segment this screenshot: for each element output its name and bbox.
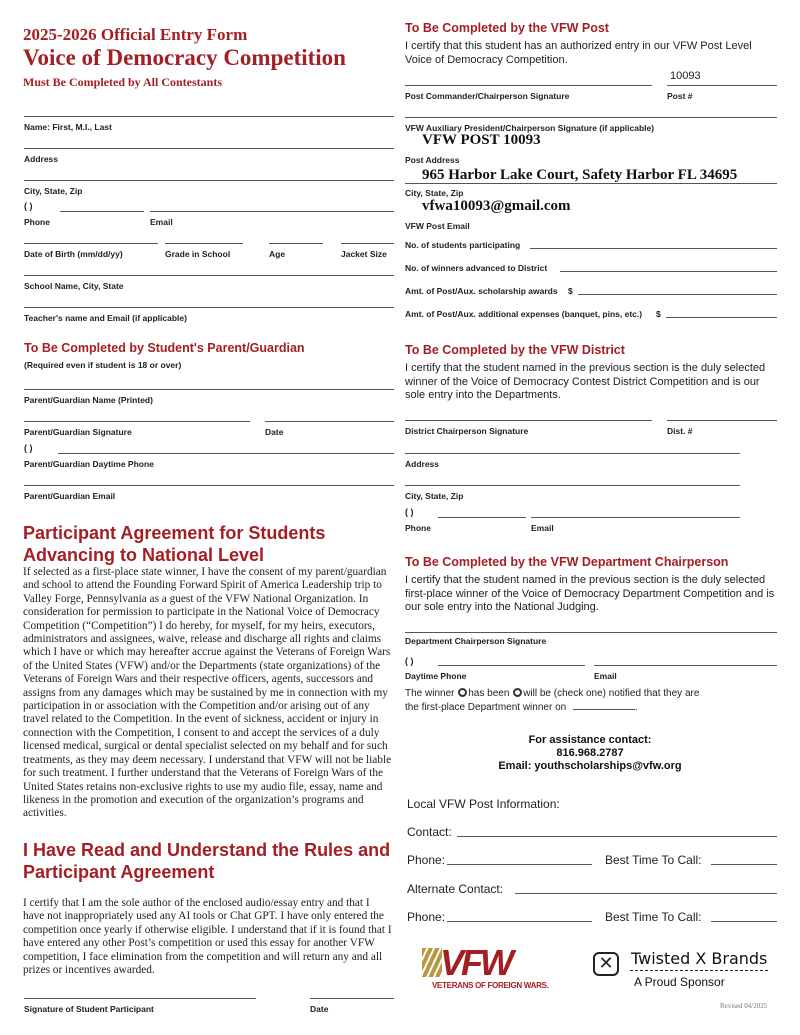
agreement-heading: Participant Agreement for Students Advancing to National Level: [23, 523, 326, 565]
expenses-field[interactable]: [666, 317, 777, 318]
notify-date-field[interactable]: [573, 709, 635, 710]
sponsor-name: Twisted X Brands: [631, 949, 768, 968]
parent-signature-label: Parent/Guardian Signature: [24, 427, 132, 437]
district-city-label: City, State, Zip: [405, 491, 464, 501]
best-time-field[interactable]: [711, 864, 777, 865]
post-address-line: [405, 183, 777, 184]
agreement-body: If selected as a first-place state winner, I have the consent of my parent/guardian and school to attend the Founding Forward Spirit of America Leadership trip to Valley Forge, Pennsylvania as a guest of the VFW National Organization. In consideration for permission to participate in the National Voice of Democracy Competition (“Competition”) I do hereby, for myself, for my heirs, executors, administrators and assignees, waive, release and discharge all rights and claims which I have or which may hereafter accrue against the Veterans of Foreign Wars of the United States (VFW) and/or the Departments (state organizations) of the Veterans of Foreign Wars and their respective officers, agents, successors and assigns from any damages which may be sustained by me in connection with my participation in or association with the Competition and/or arising out of any travel related to the Competition. In the event of sickness, accident or injury in connection with the Competition, I consent to and accept the services of a duly licensed medical, surgical or dental specialist selected on my behalf and for such treatments, as they may deem necessary. I understand that VFW will not be liable for such treatment. I further understand that the Veterans of Foreign Wars of the United States retains non-exclusive rights to use my audio file, essay, name and likeness in the promotion and execution of the organization’s programs and activities.: [23, 566, 392, 820]
contact-label: Contact:: [407, 825, 452, 839]
post-number-value: 10093: [670, 70, 701, 82]
parent-date-field[interactable]: [265, 421, 394, 422]
post-name-value[interactable]: VFW POST 10093: [422, 132, 541, 148]
dist-number-field[interactable]: [667, 420, 777, 421]
best-time-field-alt[interactable]: [711, 921, 777, 922]
dob-label: Date of Birth (mm/dd/yy): [24, 249, 123, 259]
student-signature-label: Signature of Student Participant: [24, 1004, 154, 1014]
department-phone-field[interactable]: [438, 665, 585, 666]
local-title: Local VFW Post Information:: [407, 797, 560, 811]
vfw-logo: [420, 942, 555, 994]
district-signature-field[interactable]: [405, 420, 652, 421]
jacket-label: Jacket Size: [341, 249, 387, 259]
district-signature-label: District Chairperson Signature: [405, 426, 529, 436]
post-certify: I certify that this student has an authorized entry in our VFW Post Level Voice of Democracy Competition.: [405, 40, 752, 66]
district-email-field[interactable]: [531, 517, 740, 518]
parent-email-label: Parent/Guardian Email: [24, 491, 116, 501]
parent-signature-field[interactable]: [24, 421, 250, 422]
parent-name-field[interactable]: [24, 389, 394, 390]
district-heading: To Be Completed by the VFW District: [405, 343, 625, 357]
teacher-field[interactable]: [24, 307, 394, 308]
parent-phone-paren: ( ): [24, 443, 33, 453]
city-label: City, State, Zip: [24, 186, 83, 196]
post-email-value[interactable]: vfwa10093@gmail.com: [422, 198, 571, 214]
scholarship-label: Amt. of Post/Aux. scholarship awards: [405, 286, 558, 296]
dist-number-label: Dist. #: [667, 426, 693, 436]
winners-label: No. of winners advanced to District: [405, 263, 548, 273]
age-label: Age: [269, 249, 286, 259]
parent-phone-label: Parent/Guardian Daytime Phone: [24, 459, 154, 469]
parent-note: (Required even if student is 18 or over): [24, 360, 182, 370]
district-certify: I certify that the student named in the previous section is the duly selected winner of the Voice of Democracy Contest District Competition and is our sole entry into the Departments.: [405, 362, 766, 401]
city-field[interactable]: [24, 180, 394, 181]
alternate-label: Alternate Contact:: [407, 882, 504, 896]
phone-paren: ( ): [24, 201, 33, 211]
expenses-label: Amt. of Post/Aux. additional expenses (banquet, pins, etc.): [405, 309, 643, 319]
teacher-label: Teacher's name and Email (if applicable): [24, 313, 187, 323]
department-signature-field[interactable]: [405, 632, 777, 633]
page-title: Voice of Democracy Competition: [23, 45, 346, 70]
phone-label: Phone: [24, 217, 50, 227]
phone-field-local[interactable]: [447, 864, 592, 865]
post-address-value[interactable]: 965 Harbor Lake Court, Safety Harbor FL 34695: [422, 167, 738, 183]
grade-label: Grade in School: [165, 249, 231, 259]
district-city-field[interactable]: [405, 485, 740, 486]
will-be-label: will be (check one) notified that they are: [523, 688, 700, 699]
department-phone-label: Daytime Phone: [405, 671, 467, 681]
parent-heading: To Be Completed by Student's Parent/Guardian: [24, 341, 305, 355]
post-city-label: City, State, Zip: [405, 188, 464, 198]
contact-field[interactable]: [457, 836, 777, 837]
district-email-label: Email: [531, 523, 554, 533]
department-signature-label: Department Chairperson Signature: [405, 636, 547, 646]
parent-date-label: Date: [265, 427, 284, 437]
district-address-label: Address: [405, 459, 440, 469]
vfw-wordmark: VFW: [440, 942, 511, 983]
district-phone-paren: ( ): [405, 507, 414, 517]
commander-label: Post Commander/Chairperson Signature: [405, 91, 570, 101]
school-label: School Name, City, State: [24, 281, 124, 291]
winners-field[interactable]: [560, 271, 777, 272]
student-date-label: Date: [310, 1004, 329, 1014]
student-date-field[interactable]: [310, 998, 394, 999]
page-subtitle: Must Be Completed by All Contestants: [23, 75, 223, 89]
best-time-label-alt: Best Time To Call:: [605, 910, 702, 924]
winner-text-2: the first-place Department winner on: [405, 701, 567, 713]
rules-body: I certify that I am the sole author of the enclosed audio/essay entry and that I have not inappropriately used any AI tools or Chat GPT. I have only entered the competition once yearly if otherwise eligible. I understand that if it is found that I have entered any other Post’s competition or used this essay for another VFW competition, I face elimination from the competition and will return any and all prizes or incentives awarded.: [23, 897, 392, 977]
department-heading: To Be Completed by the VFW Department Chairperson: [405, 555, 729, 569]
post-number-field[interactable]: [667, 85, 777, 86]
auxiliary-signature-field[interactable]: [405, 117, 777, 118]
rules-heading: I Have Read and Understand the Rules and Participant Agreement: [23, 840, 391, 882]
winner-text: The winner: [405, 688, 458, 699]
district-phone-label: Phone: [405, 523, 431, 533]
post-heading: To Be Completed by the VFW Post: [405, 21, 609, 35]
twisted-x-icon: ✕: [593, 952, 619, 976]
district-phone-field[interactable]: [438, 517, 526, 518]
post-address-label: Post Address: [405, 155, 460, 165]
scholarship-field[interactable]: [578, 294, 777, 295]
email-field[interactable]: [150, 211, 394, 212]
sponsor-tag: A Proud Sponsor: [634, 975, 725, 989]
assistance-phone: 816.968.2787: [556, 747, 624, 759]
winner-notify-line: The winner has been will be (check one) notified that they are the first-place Department winner on .: [405, 688, 700, 713]
email-label: Email: [150, 217, 173, 227]
jacket-field[interactable]: [341, 243, 394, 244]
parent-name-label: Parent/Guardian Name (Printed): [24, 395, 153, 405]
department-certify: I certify that the student named in the previous section is the duly selected first-place winner of the Voice of Democracy Department Competition and is our sole entry into the National Judging.: [405, 574, 775, 613]
students-field[interactable]: [530, 248, 777, 249]
address-label: Address: [24, 154, 59, 164]
student-signature-field[interactable]: [24, 998, 256, 999]
dob-field[interactable]: [24, 243, 158, 244]
address-field[interactable]: [24, 148, 394, 149]
age-field[interactable]: [269, 243, 323, 244]
phone-field[interactable]: [60, 211, 144, 212]
department-phone-paren: ( ): [405, 656, 414, 666]
parent-email-field[interactable]: [24, 485, 394, 486]
phone-label-local: Phone:: [407, 853, 446, 867]
vfw-tagline: VETERANS OF FOREIGN WARS.: [432, 981, 549, 990]
grade-field[interactable]: [165, 243, 243, 244]
assistance-email: Email: youthscholarships@vfw.org: [498, 760, 682, 772]
revised-date: Revised 04/2025: [720, 1002, 768, 1010]
will-be-radio[interactable]: [513, 688, 522, 697]
barbed-wire-divider: [630, 970, 768, 971]
scholarship-dollar: $: [568, 286, 573, 296]
district-address-field[interactable]: [405, 453, 740, 454]
has-been-label: has been: [468, 688, 513, 699]
post-email-label: VFW Post Email: [405, 221, 470, 231]
parent-phone-field[interactable]: [58, 453, 394, 454]
phone-field-alt[interactable]: [447, 921, 592, 922]
commander-signature-field[interactable]: [405, 85, 652, 86]
post-number-label: Post #: [667, 91, 693, 101]
gold-stripes-icon: [422, 948, 442, 977]
alternate-field[interactable]: [515, 893, 777, 894]
form-year-title: 2025-2026 Official Entry Form: [23, 25, 248, 44]
auxiliary-label: VFW Auxiliary President/Chairperson Signature (if applicable): [405, 123, 655, 133]
school-field[interactable]: [24, 275, 394, 276]
department-email-label: Email: [594, 671, 617, 681]
name-label: Name: First, M.I., Last: [24, 122, 112, 132]
department-email-field[interactable]: [594, 665, 777, 666]
assistance-title: For assistance contact:: [528, 734, 652, 746]
phone-label-alt: Phone:: [407, 910, 446, 924]
expenses-dollar: $: [656, 309, 661, 319]
students-label: No. of students participating: [405, 240, 521, 250]
has-been-radio[interactable]: [458, 688, 467, 697]
name-field[interactable]: [24, 116, 394, 117]
best-time-label: Best Time To Call:: [605, 853, 702, 867]
